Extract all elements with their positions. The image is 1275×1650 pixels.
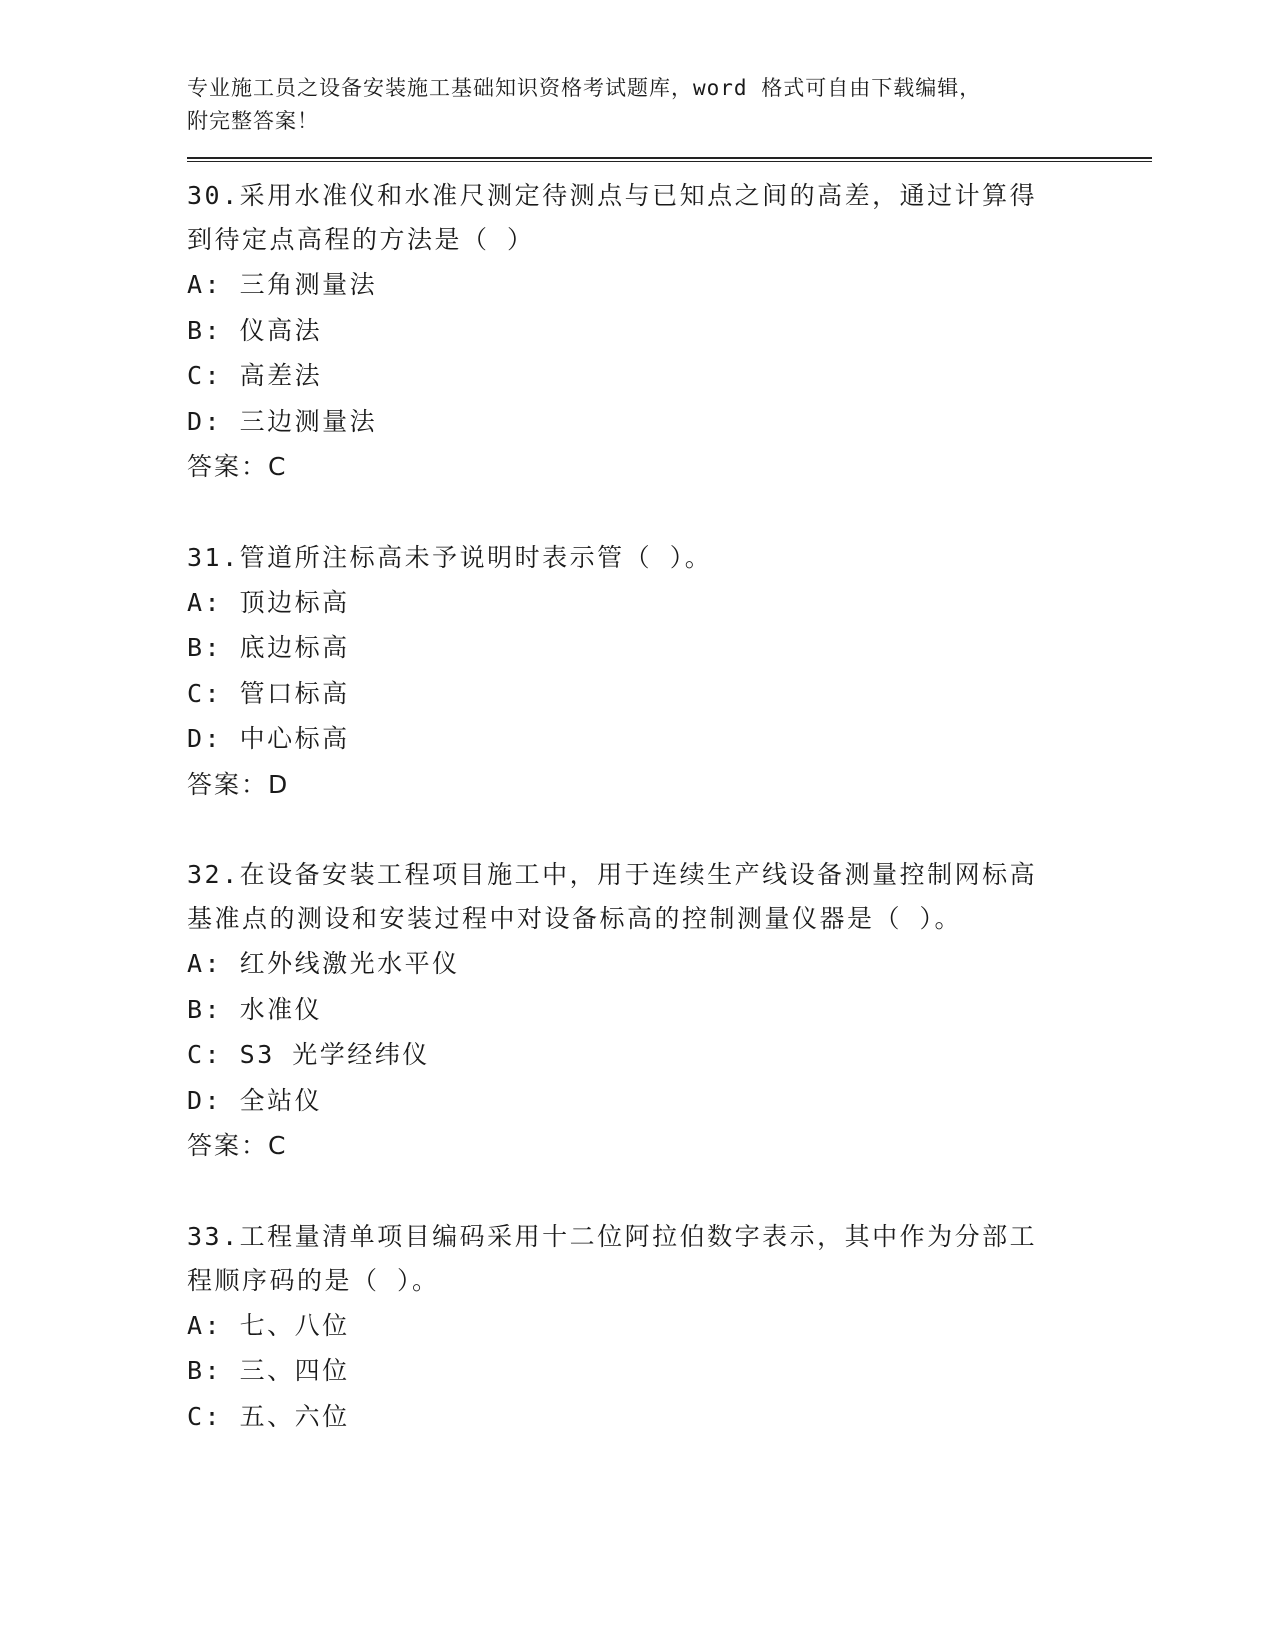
question-31: [187, 536, 1152, 808]
option-c: C: S3 光学经纬仪: [187, 1040, 430, 1069]
question-stem: 30.采用水准仪和水准尺测定待测点与已知点之间的高差，通过计算得: [187, 181, 1038, 210]
question-stem: 程顺序码的是（ ）。: [187, 1265, 440, 1295]
question-33: [187, 1215, 1152, 1440]
question-stem: 32.在设备安装工程项目施工中，用于连续生产线设备测量控制网标高: [187, 860, 1038, 889]
question-stem: 33.工程量清单项目编码采用十二位阿拉伯数字表示，其中作为分部工: [187, 1221, 1038, 1251]
answer: 答案：D: [187, 769, 290, 799]
option-b: B: 水准仪: [187, 994, 323, 1024]
option-a: A: 三角测量法: [187, 270, 378, 299]
option-b: B: 底边标高: [187, 633, 350, 662]
header-line-2: 附完整答案！: [187, 109, 319, 133]
option-c: C: 五、六位: [187, 1401, 350, 1431]
option-d: D: 三边测量法: [187, 406, 378, 436]
answer: 答案：C: [187, 452, 288, 481]
question-stem: 31.管道所注标高未予说明时表示管（ ）。: [187, 542, 713, 572]
option-a: A: 顶边标高: [187, 587, 350, 617]
header-line-1: 专业施工员之设备安装施工基础知识资格考试题库，word 格式可自由下载编辑，: [187, 76, 982, 100]
option-b: B: 三、四位: [187, 1356, 350, 1385]
option-d: D: 全站仪: [187, 1085, 323, 1115]
option-c: C: 高差法: [187, 361, 323, 390]
question-30: [187, 174, 1152, 490]
option-b: B: 仪高法: [187, 315, 323, 345]
option-c: C: 管口标高: [187, 678, 350, 708]
document-page: [187, 72, 1152, 1439]
option-d: D: 中心标高: [187, 724, 350, 753]
option-a: A: 七、八位: [187, 1310, 350, 1340]
answer: 答案：C: [187, 1131, 288, 1160]
question-32: [187, 853, 1152, 1169]
question-stem: 基准点的测设和安装过程中对设备标高的控制测量仪器是（ ）。: [187, 904, 963, 933]
option-a: A: 红外线激光水平仪: [187, 949, 460, 978]
question-stem: 到待定点高程的方法是（ ）: [187, 225, 535, 254]
